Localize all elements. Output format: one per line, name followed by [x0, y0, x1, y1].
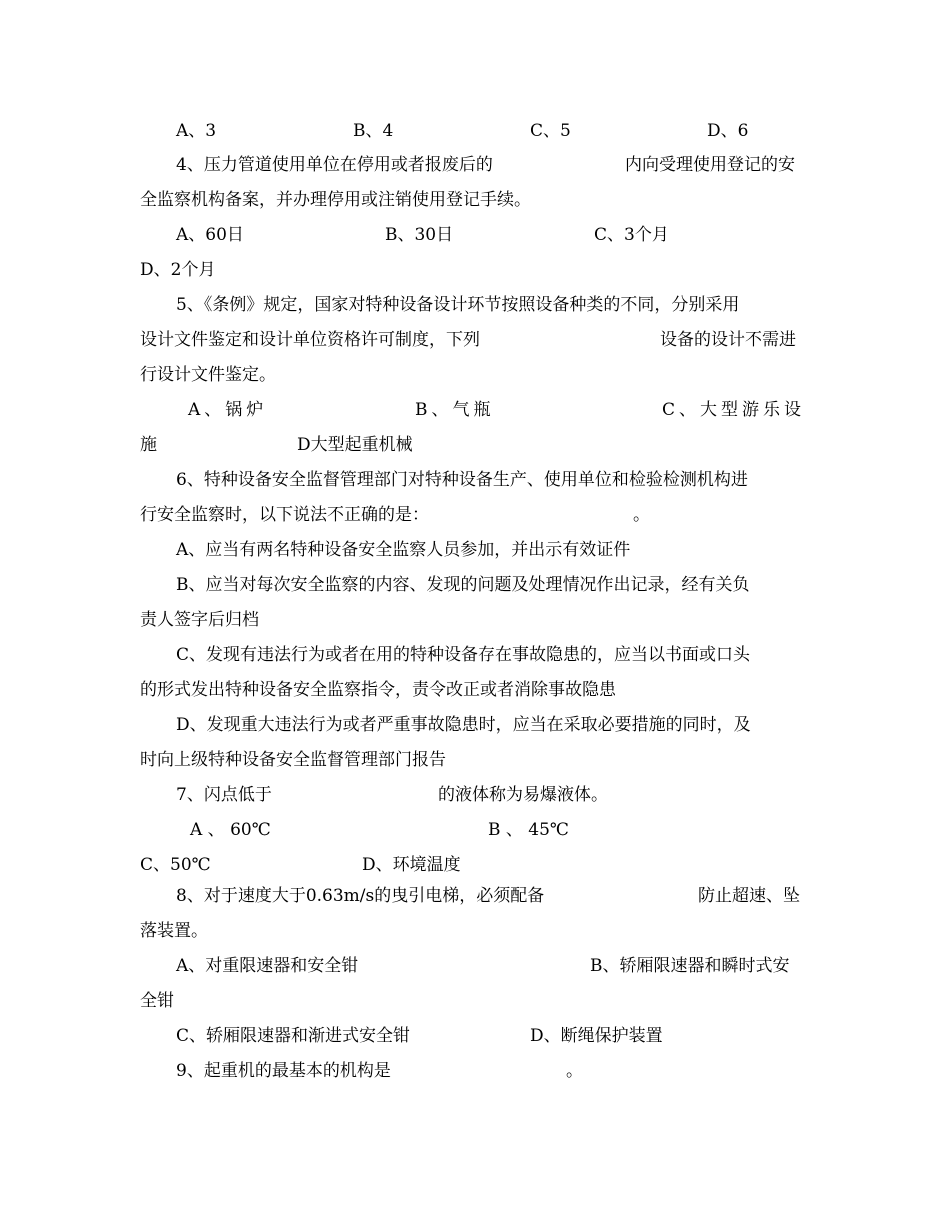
q9-prefix: 9、起重机的最基本的机构是: [176, 1061, 391, 1081]
q8-option-d: D、断绳保护装置: [530, 1026, 663, 1046]
q8-line1-suffix: 防止超速、坠: [698, 886, 800, 906]
q4-option-a: A、60日: [176, 225, 244, 245]
q6-option-c-line2: 的形式发出特种设备安全监察指令，责令改正或者消除事故隐患: [140, 680, 616, 700]
q7-option-d: D、环境温度: [362, 855, 461, 875]
q5-option-a: A、锅炉: [188, 400, 268, 420]
q8-option-a: A、对重限速器和安全钳: [176, 956, 359, 976]
q7-prefix: 7、闪点低于: [176, 785, 272, 805]
q6-option-b-line2: 责人签字后归档: [140, 610, 259, 630]
q6-option-b-line1: B、应当对每次安全监察的内容、发现的问题及处理情况作出记录，经有关负: [176, 575, 750, 595]
q5-option-b: B、气瓶: [415, 400, 495, 420]
q6-line2-prefix: 行安全监察时，以下说法不正确的是：: [140, 505, 429, 525]
q3-option-a: A、3: [176, 121, 217, 141]
q4-line1-prefix: 4、压力管道使用单位在停用或者报废后的: [176, 155, 493, 175]
q7-option-a: A 、 60℃: [190, 820, 271, 840]
q4-option-b: B、30日: [385, 225, 454, 245]
q6-option-c-line1: C、发现有违法行为或者在用的特种设备存在事故隐患的，应当以书面或口头: [176, 645, 751, 665]
q5-option-c: C、大型游乐设: [662, 400, 806, 420]
q8-line2: 落装置。: [140, 921, 208, 941]
q3-option-d: D、6: [707, 121, 749, 141]
q5-line2-suffix: 设备的设计不需进: [660, 330, 796, 350]
q5-option-c-cont: 施: [140, 435, 157, 455]
q5-line3: 行设计文件鉴定。: [140, 365, 276, 385]
q8-option-b: B、轿厢限速器和瞬时式安: [590, 956, 790, 976]
q4-line1-suffix: 内向受理使用登记的安: [625, 155, 795, 175]
q3-option-b: B、4: [353, 121, 394, 141]
q4-option-d: D、2个月: [140, 260, 216, 280]
q7-suffix: 的液体称为易爆液体。: [438, 785, 608, 805]
q6-option-d-line1: D、发现重大违法行为或者严重事故隐患时，应当在采取必要措施的同时，及: [176, 715, 751, 735]
q6-line1: 6、特种设备安全监督管理部门对特种设备生产、使用单位和检验检测机构进: [176, 470, 748, 490]
q5-line1: 5、《条例》规定，国家对特种设备设计环节按照设备种类的不同，分别采用: [176, 295, 740, 315]
q8-option-c: C、轿厢限速器和渐进式安全钳: [176, 1026, 411, 1046]
q4-option-c: C、3个月: [594, 225, 669, 245]
q8-option-b-cont: 全钳: [140, 991, 174, 1011]
q7-option-c: C、50℃: [140, 855, 211, 875]
q4-line2: 全监察机构备案，并办理停用或注销使用登记手续。: [140, 190, 531, 210]
q5-option-d: D大型起重机械: [297, 435, 413, 455]
q7-option-b: B 、 45℃: [488, 820, 569, 840]
q6-option-d-line2: 时向上级特种设备安全监督管理部门报告: [140, 750, 446, 770]
q9-suffix: 。: [566, 1061, 583, 1081]
q5-line2-prefix: 设计文件鉴定和设计单位资格许可制度，下列: [140, 330, 480, 350]
q8-line1-prefix: 8、对于速度大于0.63m/s的曳引电梯，必须配备: [176, 886, 545, 906]
q6-line2-suffix: 。: [633, 505, 650, 525]
q3-option-c: C、5: [530, 121, 571, 141]
q6-option-a: A、应当有两名特种设备安全监察人员参加，并出示有效证件: [176, 540, 631, 560]
